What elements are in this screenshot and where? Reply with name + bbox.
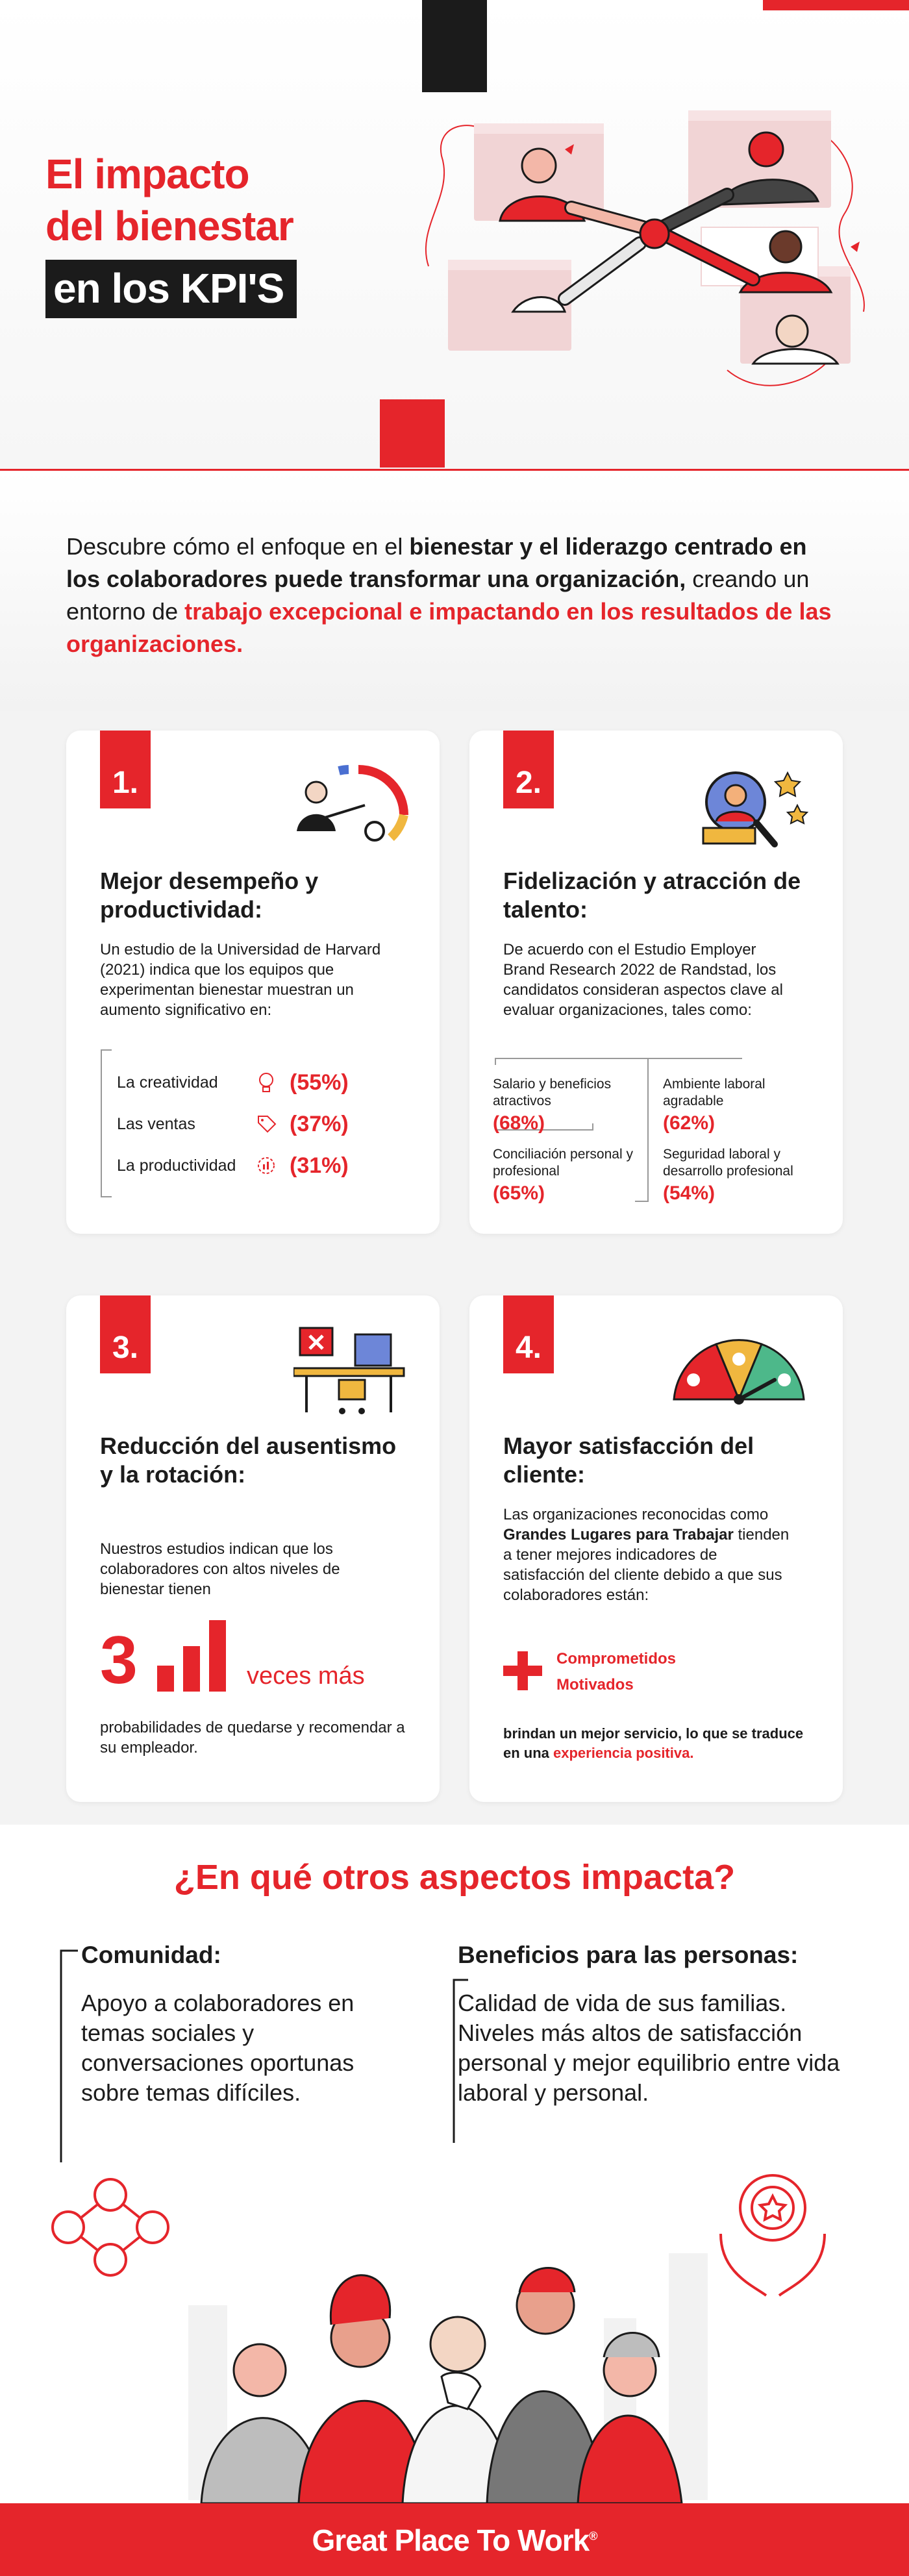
people-benefits-column xyxy=(458,1942,867,2108)
card-body: Nuestros estudios indican que los colaboradores con altos niveles de bienestar tienen xyxy=(100,1540,340,1598)
team-hands-illustration xyxy=(416,97,883,409)
card-footer-text xyxy=(503,1724,808,1763)
decorative-red-bar xyxy=(763,0,909,10)
factor-item xyxy=(663,1076,812,1134)
card-title: Fidelización y atracción de talento: xyxy=(503,868,801,923)
footer-bar xyxy=(0,2503,909,2576)
title-line-1: El impacto xyxy=(45,151,249,197)
column-text: Apoyo a colaboradores en temas sociales y conversaciones oportunas sobre temas difíciles. xyxy=(81,1990,355,2106)
card-number: 2. xyxy=(503,731,554,808)
stat-list xyxy=(100,1062,349,1186)
column-title: Comunidad: xyxy=(81,1942,221,1968)
stat-value: (55%) xyxy=(290,1069,349,1095)
factor-item xyxy=(493,1146,649,1205)
community-column xyxy=(81,1942,393,2108)
hero-section xyxy=(0,0,909,471)
card-number: 4. xyxy=(503,1295,554,1373)
plus-icon xyxy=(503,1651,542,1690)
stat-label: Las ventas xyxy=(117,1114,195,1133)
factor-label: Conciliación personal y profesional xyxy=(493,1147,633,1179)
lightbulb-icon xyxy=(253,1069,279,1095)
rising-bars-icon xyxy=(154,1617,232,1695)
big-suffix: veces más xyxy=(247,1662,365,1690)
stat-label: La creatividad xyxy=(117,1073,218,1092)
factor-item xyxy=(663,1146,819,1205)
card-number: 1. xyxy=(100,731,151,808)
factor-item xyxy=(493,1076,642,1134)
card-ausentismo xyxy=(66,1295,440,1802)
brand-logo xyxy=(0,2523,909,2558)
big-number: 3 xyxy=(100,1623,138,1698)
stat-row xyxy=(100,1103,349,1145)
engagement-item: Comprometidos xyxy=(556,1650,677,1668)
engagement-item: Motivados xyxy=(556,1676,634,1694)
title-line-2: del bienestar xyxy=(45,203,293,249)
intro-text-3: creando un entorno de xyxy=(66,566,810,625)
card-title: Reducción del ausentismo y la rotación: xyxy=(100,1432,397,1488)
stat-row xyxy=(100,1145,349,1186)
stat-value: (37%) xyxy=(290,1111,349,1136)
performance-gauge-icon xyxy=(287,757,417,847)
card-body-part: Las organizaciones reconocidas como xyxy=(503,1506,769,1523)
talent-search-icon xyxy=(684,763,814,854)
card-number: 3. xyxy=(100,1295,151,1373)
card-footer-text: probabilidades de quedarse y recomendar a su empleador. xyxy=(100,1719,405,1757)
bracket-line xyxy=(58,1948,84,2169)
brand-name: Great Place To Work xyxy=(312,2523,590,2557)
gear-chart-icon xyxy=(253,1153,279,1179)
intro-paragraph xyxy=(66,531,845,660)
factor-label: Salario y beneficios atractivos xyxy=(493,1077,612,1108)
card-desempeno xyxy=(66,731,440,1234)
card-body-bold: Grandes Lugares para Trabajar xyxy=(503,1526,734,1544)
decorative-black-block xyxy=(422,0,487,92)
community-network-icon xyxy=(45,2175,175,2279)
factor-value: (65%) xyxy=(493,1182,545,1204)
intro-text-4: trabajo excepcional e impactando en los resultados de las organizaciones. xyxy=(66,598,832,657)
card-footer-part: brindan un mejor servicio, lo que se traduce en una xyxy=(503,1725,804,1761)
card-body-part: tienden a tener mejores indicadores de satisfacción del cliente debido a que sus colaboradores están: xyxy=(503,1526,790,1604)
section-title: ¿En qué otros aspectos impacta? xyxy=(173,1858,736,1897)
stat-value: (31%) xyxy=(290,1153,349,1178)
team-group-illustration xyxy=(162,2162,747,2503)
card-footer-highlight: experiencia positiva. xyxy=(553,1745,694,1761)
intro-text-2: bienestar y el liderazgo centrado en los colaboradores puede transformar una organización, xyxy=(66,533,807,592)
stat-label: La productividad xyxy=(117,1156,236,1175)
intro-section xyxy=(0,471,909,711)
factor-value: (54%) xyxy=(663,1182,716,1204)
decorative-red-block xyxy=(380,399,445,468)
card-satisfaccion xyxy=(469,1295,843,1802)
factor-value: (62%) xyxy=(663,1112,716,1134)
intro-text-1: Descubre cómo el enfoque en el xyxy=(66,533,410,560)
factor-label: Seguridad laboral y desarrollo profesional xyxy=(663,1147,793,1179)
column-text: Calidad de vida de sus familias. Niveles más altos de satisfacción personal y mejor equilibrio entre vida laboral y personal. xyxy=(458,1990,840,2106)
empty-desk-icon xyxy=(293,1321,410,1419)
engagement-list xyxy=(503,1646,676,1698)
column-title: Beneficios para las personas: xyxy=(458,1942,799,1968)
stat-row xyxy=(100,1062,349,1103)
page-title xyxy=(45,148,297,318)
card-body: Un estudio de la Universidad de Harvard (2021) indica que los equipos que experimentan bienestar muestran un aumento significativo en: xyxy=(100,941,381,1019)
other-impacts-section xyxy=(0,1825,909,2503)
card-body: De acuerdo con el Estudio Employer Brand Research 2022 de Randstad, los candidatos consideran aspectos clave al evaluar organizaciones, tales como: xyxy=(503,941,783,1019)
title-line-3: en los KPI'S xyxy=(45,260,297,318)
kpi-cards-section xyxy=(0,711,909,1825)
satisfaction-meter-icon xyxy=(664,1334,814,1412)
card-talento xyxy=(469,731,843,1234)
card-title: Mejor desempeño y productividad: xyxy=(100,868,319,923)
price-tag-icon xyxy=(253,1111,279,1137)
card-title: Mayor satisfacción del cliente: xyxy=(503,1432,754,1488)
factor-label: Ambiente laboral agradable xyxy=(663,1077,766,1108)
registered-mark: ® xyxy=(589,2529,597,2543)
card-body xyxy=(503,1505,795,1605)
factor-value: (68%) xyxy=(493,1112,545,1134)
